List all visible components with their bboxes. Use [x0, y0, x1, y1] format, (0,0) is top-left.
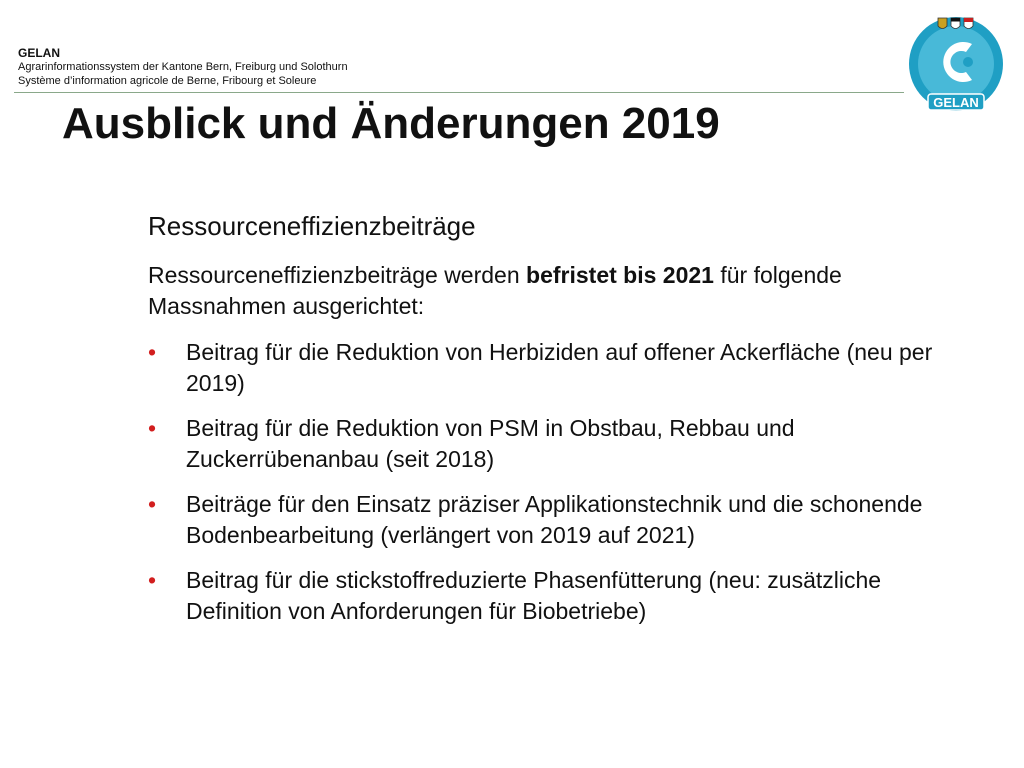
logo-inner [918, 26, 994, 102]
intro-text-after: für folgende Massnahmen ausgerichtet: [148, 262, 842, 319]
header-divider [14, 92, 904, 93]
bullet-dot-icon: • [148, 339, 157, 365]
bullet-text: Beitrag für die stickstoffreduzierte Phasenfütterung (neu: zusätzliche Definition von Anforderungen für Biobetriebe) [186, 567, 882, 624]
slide-subtitle: Ressourceneffizienzbeiträge [148, 211, 476, 241]
logo-shields-icon [938, 18, 973, 29]
bullet-text: Beitrag für die Reduktion von PSM in Obstbau, Rebbau und Zuckerrübenanbau (seit 2018) [186, 415, 795, 472]
slide-title: Ausblick und Änderungen 2019 [62, 99, 720, 148]
slide-content [148, 210, 978, 641]
intro-text-bold: befristet bis 2021 [526, 262, 714, 288]
bullet-item [148, 337, 978, 399]
bullet-item [148, 565, 978, 627]
gelan-logo [902, 14, 1010, 114]
logo-label: GELAN [933, 95, 979, 110]
bullet-item [148, 489, 978, 551]
bullet-list [148, 337, 978, 627]
bullet-dot-icon: • [148, 491, 157, 517]
intro-paragraph [148, 260, 978, 322]
intro-text-before: Ressourceneffizienzbeiträge werden [148, 262, 527, 288]
bullet-text: Beitrag für die Reduktion von Herbiziden auf offener Ackerfläche (neu per 2019) [186, 339, 933, 396]
header-block [18, 46, 348, 88]
bullet-text: Beiträge für den Einsatz präziser Applikationstechnik und die schonende Bodenbearbeitung (verlängert von 2019 auf 2021) [186, 491, 923, 548]
org-name: GELAN [18, 46, 60, 60]
bullet-item [148, 413, 978, 475]
org-description-fr: Système d’information agricole de Berne, Fribourg et Soleure [18, 75, 317, 87]
org-description-de: Agrarinformationssystem der Kantone Bern, Freiburg und Solothurn [18, 61, 348, 73]
bullet-dot-icon: • [148, 415, 157, 441]
bullet-dot-icon: • [148, 567, 157, 593]
